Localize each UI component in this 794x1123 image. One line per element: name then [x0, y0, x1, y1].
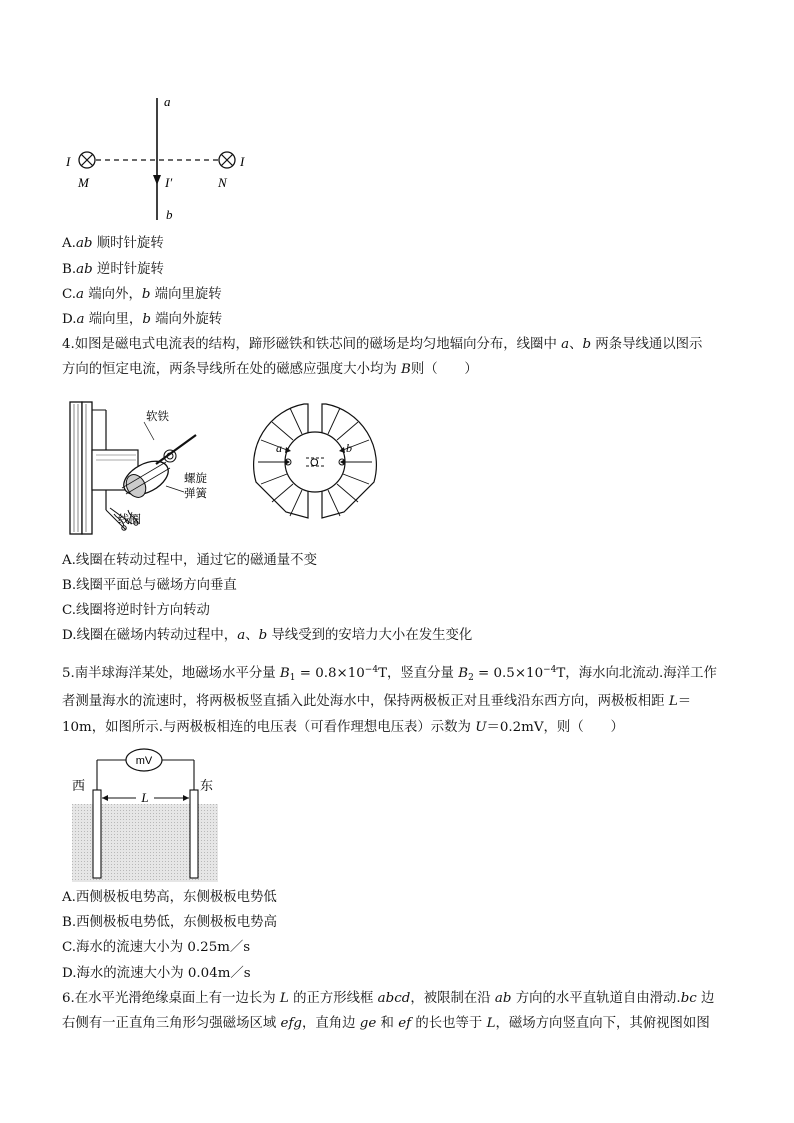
q4-option-b: B.线圈平面总与磁场方向垂直 [62, 578, 237, 593]
q4-stem-line1: 4.如图是磁电式电流表的结构，蹄形磁铁和铁芯间的磁场是均匀地辐向分布，线圈中 a、b 两条导线通以图示 [62, 337, 703, 352]
label-soft-iron: 软铁 [146, 409, 169, 423]
label-a: a [164, 94, 171, 109]
pointer-axis [156, 435, 196, 464]
plate-west [93, 790, 101, 878]
figure-seawater-plates [66, 744, 236, 884]
figure-radial-field [246, 400, 386, 520]
label-coil: 线圈 [118, 512, 141, 526]
plate-east [190, 790, 198, 878]
q4-option-d: D.线圈在磁场内转动过程中，a、b 导线受到的安培力大小在发生变化 [62, 628, 473, 643]
current-arrow [153, 175, 161, 185]
label-m: M [78, 175, 89, 190]
label-spring: 弹簧 [184, 486, 207, 500]
label-distance-l: L [141, 790, 149, 805]
q4-option-a: A.线圈在转动过程中，通过它的磁通量不变 [62, 553, 317, 568]
q4-option-c: C.线圈将逆时针方向转动 [62, 603, 210, 618]
q6-stem-line1: 6.在水平光滑绝缘桌面上有一边长为 L 的正方形线框 abcd，被限制在沿 ab 方向的水平直轨道自由滑动.bc 边 [62, 991, 715, 1006]
label-b-wire: b [346, 441, 352, 455]
figure-meter-structure [66, 400, 246, 540]
q6-stem-line2: 右侧有一正直角三角形匀强磁场区域 efg，直角边 ge 和 ef 的长也等于 L，磁场方向竖直向下，其俯视图如图 [62, 1016, 710, 1031]
q3-option-a: A.ab 顺时针旋转 [62, 236, 164, 251]
q5-stem-line1: 5.南半球海洋某处，地磁场水平分量 $B_1 = 0.8\times 10^{-4}T$，竖直分量 $B_2 = 0.5\times 10^{-4}T$，海水向北流动.海洋工作 [62, 665, 717, 683]
q5-option-c: C.海水的流速大小为 0.25m／s [62, 940, 251, 955]
label-i-right: I [240, 154, 245, 169]
label-a-wire: a [276, 441, 282, 455]
label-b: b [166, 207, 173, 222]
q3-option-b: B.ab 逆时针旋转 [62, 262, 164, 277]
label-spiral: 螺旋 [184, 471, 207, 485]
q5-option-a: A.西侧极板电势高，东侧极板电势低 [62, 890, 277, 905]
q5-stem-line2: 者测量海水的流速时，将两极板竖直插入此处海水中，保持两极板正对且垂线沿东西方向，两极板相距 L＝ [62, 694, 692, 709]
q5-option-d: D.海水的流速大小为 0.04m／s [62, 966, 251, 981]
svg-text:O: O [310, 457, 319, 469]
label-west: 西 [72, 779, 86, 794]
q3-option-c: C.a 端向外，b 端向里旋转 [62, 287, 222, 302]
label-east: 东 [200, 779, 214, 794]
q5-option-b: B.西侧极板电势低，东侧极板电势高 [62, 915, 277, 930]
figure-wires-ab [60, 92, 260, 227]
q4-stem-line2: 方向的恒定电流，两条导线所在处的磁感应强度大小均为 B则（ ） [62, 362, 478, 377]
q5-stem-line3: 10m，如图所示.与两极板相连的电压表（可看作理想电压表）示数为 U＝0.2mV，则（ ） [62, 720, 624, 735]
voltmeter-label: mV [135, 755, 153, 767]
label-i-prime: I′ [165, 175, 173, 190]
label-i-left: I [66, 154, 71, 169]
label-n: N [218, 175, 227, 190]
q3-option-d: D.a 端向里，b 端向外旋转 [62, 312, 223, 327]
